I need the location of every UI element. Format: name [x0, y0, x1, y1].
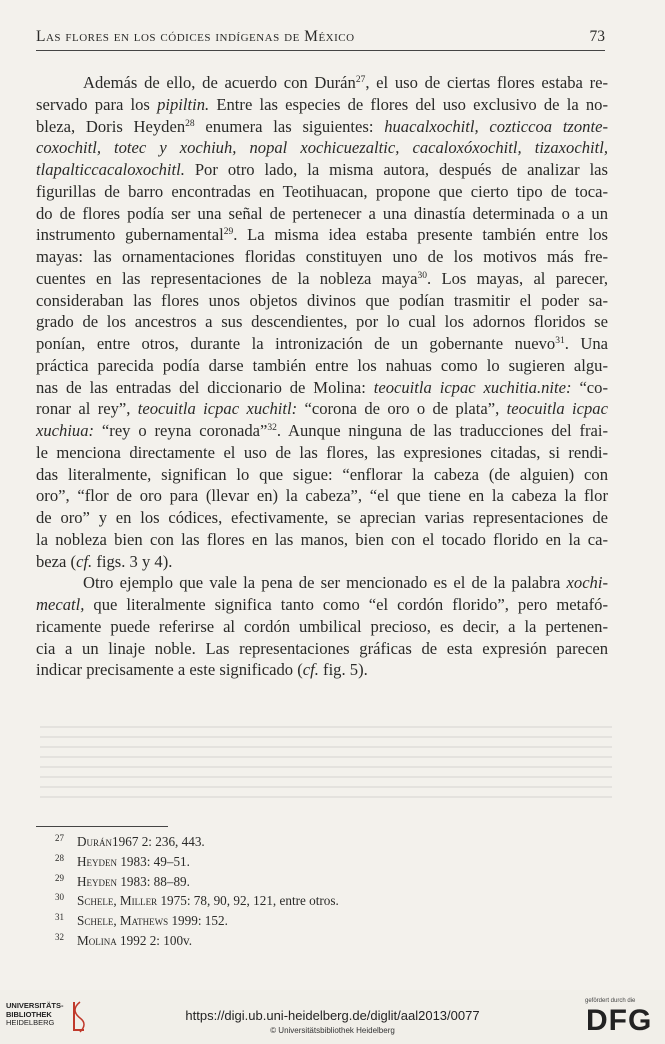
body-text	[36, 72, 608, 681]
footnote-ref: 30	[417, 270, 428, 281]
funding-note: gefördert durch die	[585, 998, 636, 1004]
footnote: 27 Durán1967 2: 236, 443.	[55, 833, 205, 849]
footnote-ref: 27	[355, 75, 366, 85]
footnote-ref: 29	[223, 227, 234, 238]
footnote-separator	[36, 826, 168, 827]
footnote: 28 Heyden 1983: 49–51.	[55, 852, 190, 869]
footnote: 32 Molina 1992 2: 100v.	[55, 931, 193, 948]
footnote-ref: 31	[555, 336, 565, 346]
footnote: 31 Schele, Mathews 1999: 152.	[55, 912, 228, 929]
paragraph-1: Además de ello, de acuerdo con Durán$^{27}$, el uso de ciertas flores estaba re- servado para los pipiltin. Entre las especies de flores del uso exclusivo de la no- bleza, Doris Heyden$^{28}$ enumera las siguientes: huacalxochitl, cozticcoa tzonte- coxochitl, totec y xochiuh, nopal xochicuezaltic, cacaloxóxochitl, tizaxochitl, tlapalticcacaloxochitl. Por otro lado, la misma autora, después de analizar las figurillas de barro encontradas en Teotihuacan, propone que cierto tipo de toca- do de flores podía ser una señal de pertenecer a una dinastía determinada o a un instrumento gubernamental$^{29}$. La misma idea estaba presente también entre los mayas: las ornamentaciones floridas constituyen uno de los motivos más fre- cuentes en las representaciones de la nobleza maya$^{30}$. Los mayas, al parecer, consideraban las flores unos objetos divinos que podían trasmitir el poder sa- grado de los ancestros a sus descendientes, por lo cual los adornos floridos se ponían, entre otros, durante la intronización de un gobernante nuevo$^{31}$. Una práctica parecida podía darse también entre los nahuas como lo sugieren algu- nas de las entradas del diccionario de Molina: teocuitla icpac xuchitia.nite: “co- ronar al rey”, teocuitla icpac xuchitl: “corona de oro o de plata”, teocuitla icpac xuchiua: “rey o reyna coronada”$^{32}$. Aunque ninguna de las traducciones del frai- le menciona directamente el uso de las flores, las expresiones citadas, si rendi- das literalmente, significan lo que sigue: “enflorar la cabeza (de alguien) con oro”, “flor de oro para (llevar en) la cabeza”, “el que tiene en la cabeza la flor de oro” y en los códices, efectivamente, se aprecian varias representaciones de la nobleza bien con las flores en las manos, bien con el tocado florido en la ca- beza (cf. figs. 3 y 4).	[36, 73, 609, 571]
footnote: 29 Heyden 1983: 88–89.	[55, 872, 190, 889]
library-logo-text: UNIVERSITÄTS- BIBLIOTHEK HEIDELBERG	[6, 1001, 64, 1027]
footnote-ref: 28	[185, 118, 195, 129]
viewer-footer	[0, 990, 665, 1044]
running-header	[36, 28, 605, 51]
page-number: 73	[589, 28, 605, 45]
footnote: 30 Schele, Miller 1975: 78, 90, 92, 121, entre otros.	[55, 892, 339, 909]
footnote-ref: 32	[267, 423, 277, 433]
footnotes	[55, 833, 339, 952]
dfg-logo: DFG	[586, 1004, 653, 1037]
running-title: Las flores en los códices indígenas de México	[36, 28, 355, 45]
library-logo-icon	[66, 1000, 90, 1034]
paragraph-2: Otro ejemplo que vale la pena de ser mencionado es el de la palabra xochi- mecatl, que literalmente significa tanto como “el cordón florido”, pero metafó- ricamente puede referirse al cordón umbilical precioso, es decir, a la pertenen- cia a un linaje noble. Las representaciones gráficas de esta expresión parecen indicar precisamente a este significado (cf. fig. 5).	[36, 573, 608, 680]
copyright-text: © Universitätsbibliothek Heidelberg	[270, 1026, 395, 1035]
permalink-url[interactable]: https://digi.ub.uni-heidelberg.de/diglit/aal2013/0077	[185, 1008, 480, 1023]
